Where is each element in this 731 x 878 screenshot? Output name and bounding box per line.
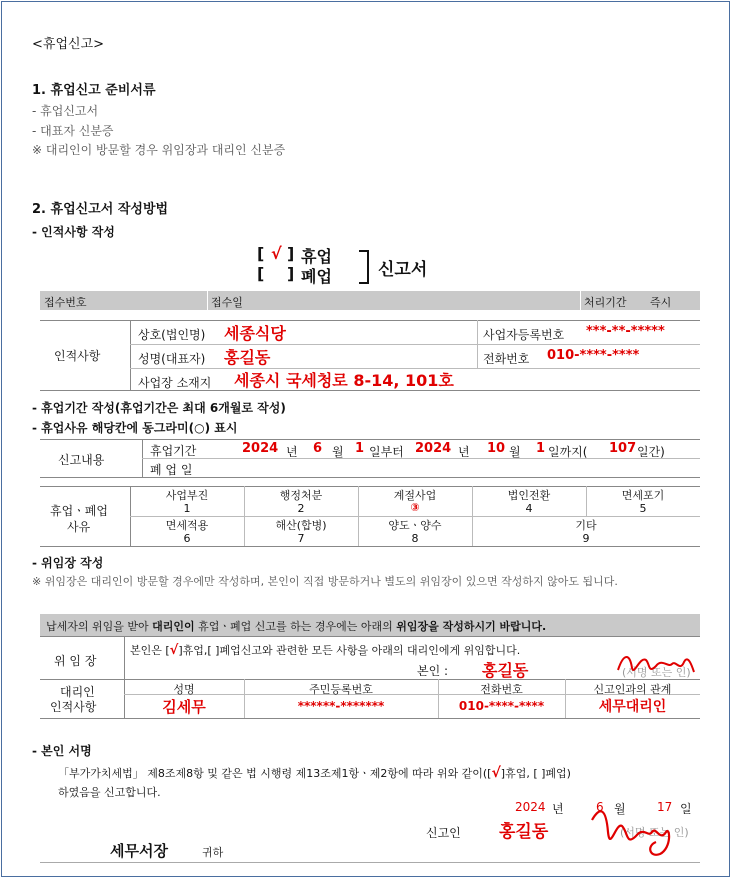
date-unit: 일	[680, 802, 692, 816]
mandate-text: 본인은 [√]휴업,[ ]폐업신고와 관련한 모든 사항을 아래의 대리인에게 위임합니다.	[130, 643, 521, 658]
period-days: 107	[609, 441, 637, 456]
sub-heading-sign: - 본인 서명	[32, 744, 92, 758]
start-year: 2024	[242, 441, 279, 456]
addressee: 세무서장	[110, 842, 168, 860]
reason-group-label: 휴업ㆍ폐업	[50, 504, 108, 518]
company-value: 세종식당	[224, 324, 286, 343]
unit-label: 일까지(	[548, 445, 588, 459]
reason-number: 1	[183, 502, 191, 515]
date-year: 2024	[515, 800, 546, 814]
form-title-bracket: [	[257, 264, 265, 283]
identity-group-label: 인적사항	[54, 349, 101, 363]
unit-label: 년	[458, 445, 470, 459]
reporter-label: 신고인	[426, 826, 461, 840]
receipt-date-label: 접수일	[211, 296, 243, 309]
agent-rrn: ******-*******	[297, 699, 385, 713]
col-relation: 신고인과의 관계	[593, 683, 672, 696]
principal-sign-hint: (서명 또는 인)	[622, 666, 691, 679]
statement-line-1: 「부가가치세법」 제8조제8항 및 같은 법 시행령 제13조제1항ㆍ제2항에 따라 위와 같이([√]휴업, [ ]폐업)	[58, 765, 571, 781]
form-title-bracket: [	[257, 244, 265, 263]
proxy-note: ※ 위임장은 대리인이 방문할 경우에만 작성하며, 본인이 직접 방문하거나 별도의 위임장이 있으면 작성하지 않아도 됩니다.	[32, 575, 618, 588]
section1-heading: 1. 휴업신고 준비서류	[32, 83, 156, 98]
form-title-brace	[359, 250, 369, 284]
section1-item: - 휴업신고서	[32, 104, 99, 118]
mandate-label: 위 임 장	[54, 654, 97, 668]
check-mark: √	[271, 244, 282, 263]
reason-label: 면세적용	[165, 519, 209, 532]
sub-heading-proxy: - 위임장 작성	[32, 556, 104, 570]
reporter-sign-hint: (서명 또는 인)	[620, 826, 689, 839]
name-value: 홍길동	[224, 348, 271, 367]
reason-label: 기타	[575, 519, 597, 532]
date-month: 6	[596, 800, 604, 814]
unit-label: 일간)	[637, 445, 665, 459]
reason-label: 사업부진	[165, 489, 209, 502]
reason-number: 4	[525, 502, 533, 515]
form-title-suffix: 신고서	[378, 260, 428, 280]
section2-heading: 2. 휴업신고서 작성방법	[32, 202, 169, 217]
agent-relation: 세무대리인	[598, 699, 667, 715]
page-title: <휴업신고>	[32, 37, 105, 52]
document-page	[1, 1, 730, 877]
reason-number: 7	[297, 532, 305, 545]
start-month: 6	[313, 441, 323, 456]
reason-label: 면세포기	[621, 489, 665, 502]
col-rrn: 주민등록번호	[309, 683, 373, 696]
address-value: 세종시 국세청로 8-14, 101호	[234, 371, 454, 390]
receipt-no-label: 접수번호	[44, 296, 87, 309]
reason-number: 9	[582, 532, 590, 545]
reason-number: 2	[297, 502, 305, 515]
sub-heading-period: - 휴업기간 작성(휴업기간은 최대 6개월로 작성)	[32, 401, 286, 415]
statement-check: √	[491, 765, 501, 781]
sub-heading-identity: - 인적사항 작성	[32, 225, 115, 239]
end-day: 1	[536, 441, 546, 456]
mandate-check: √	[169, 643, 179, 658]
agent-group-label: 대리인	[60, 685, 95, 699]
reason-label: 해산(합병)	[275, 519, 327, 532]
phone-value: 010-****-****	[547, 348, 640, 363]
col-name: 성명	[173, 683, 195, 696]
unit-label: 년	[286, 445, 298, 459]
end-month: 10	[487, 441, 506, 456]
processing-label: 처리기간	[584, 296, 627, 309]
date-day: 17	[657, 800, 673, 814]
agent-name: 김세무	[162, 698, 206, 716]
principal-label: 본인 :	[417, 664, 449, 678]
reason-label: 행정처분	[279, 489, 323, 502]
sub-heading-reason: - 휴업사유 해당칸에 동그라미(○) 표시	[32, 421, 238, 435]
col-phone: 전화번호	[480, 683, 523, 696]
period-label: 휴업기간	[150, 444, 197, 458]
form-title-bracket: ]	[287, 244, 295, 263]
statement-line-2: 하였음을 신고합니다.	[58, 786, 161, 799]
agent-phone: 010-****-****	[458, 699, 545, 713]
reason-number-selected: ③	[410, 501, 420, 514]
reason-group-label: 사유	[67, 520, 91, 534]
biz-no-value: ***-**-*****	[586, 324, 665, 339]
section1-item: - 대표자 신분증	[32, 124, 114, 138]
reason-label: 양도ㆍ양수	[388, 519, 442, 532]
biz-no-label: 사업자등록번호	[483, 328, 565, 342]
unit-label: 월	[509, 445, 521, 459]
closure-date-label: 폐 업 일	[150, 463, 193, 477]
addressee-suffix: 귀하	[202, 846, 224, 859]
start-day: 1	[355, 441, 365, 456]
principal-name: 홍길동	[482, 661, 529, 680]
processing-value: 즉시	[650, 296, 672, 309]
date-unit: 년	[552, 802, 564, 816]
address-label: 사업장 소재지	[138, 376, 212, 390]
reason-number: 5	[639, 502, 647, 515]
reporter-signature-scribble	[586, 802, 678, 862]
form-title-closure: 휴업	[301, 247, 332, 266]
section1-item: ※ 대리인이 방문할 경우 위임장과 대리인 신분증	[32, 143, 286, 157]
form-title-shutdown: 폐업	[301, 267, 332, 286]
form-title-bracket: ]	[287, 264, 295, 283]
reason-label: 법인전환	[507, 489, 551, 502]
reason-number: 6	[183, 532, 191, 545]
reporter-name: 홍길동	[499, 822, 549, 842]
date-unit: 월	[614, 802, 626, 816]
phone-label: 전화번호	[483, 352, 530, 366]
reason-number: 8	[411, 532, 419, 545]
report-group-label: 신고내용	[58, 453, 105, 467]
proxy-banner-text: 납세자의 위임을 받아 대리인이 휴업ㆍ폐업 신고를 하는 경우에는 아래의 위임장을 작성하시기 바랍니다.	[46, 620, 547, 633]
signature-scribble	[614, 646, 698, 680]
company-label: 상호(법인명)	[138, 328, 206, 342]
reason-label: 계절사업	[393, 489, 437, 502]
agent-group-label: 인적사항	[50, 700, 97, 714]
name-label: 성명(대표자)	[138, 352, 206, 366]
unit-label: 일부터	[369, 445, 404, 459]
unit-label: 월	[332, 445, 344, 459]
end-year: 2024	[415, 441, 452, 456]
